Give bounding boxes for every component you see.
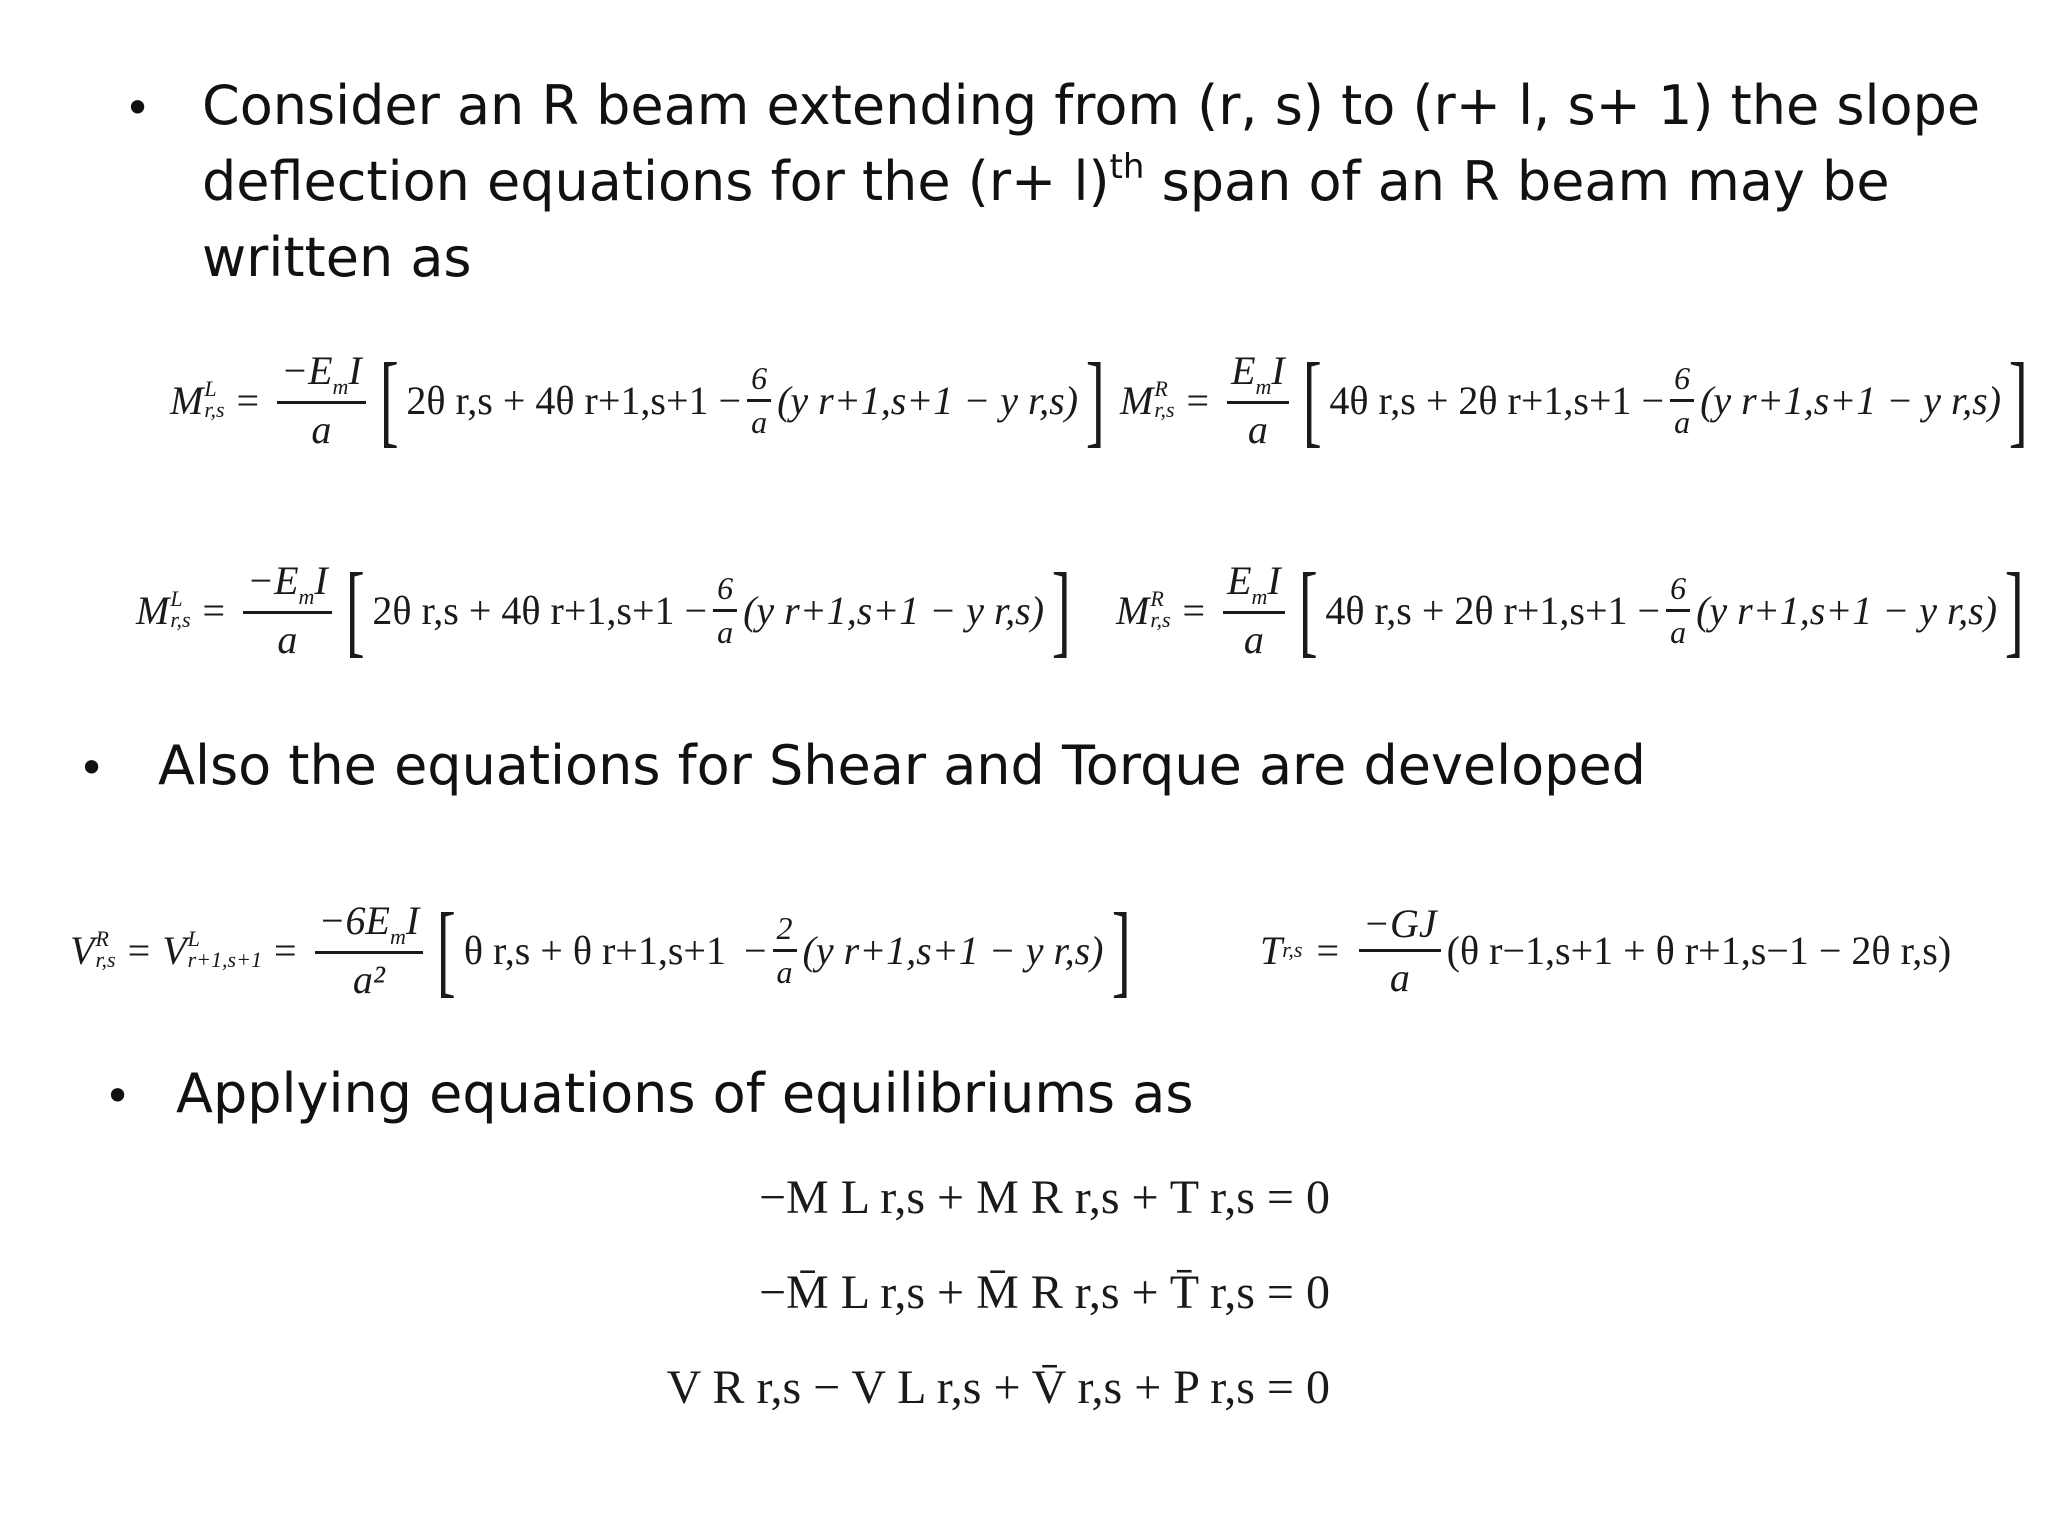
equilibrium-eq-1: −M L r,s + M R r,s + T r,s = 0 — [758, 1171, 1330, 1224]
mr-symbol: M — [1120, 377, 1154, 423]
v-sub: r,s — [95, 947, 116, 972]
ml-frac — [277, 347, 366, 454]
v-den: a² — [352, 957, 385, 1003]
mr2-sup: R — [1150, 586, 1164, 612]
v-mid-sub: r+1,s+1 — [187, 947, 262, 972]
ml2-sup: L — [170, 586, 183, 612]
ml-six: 6 — [747, 360, 771, 402]
bullet-2-text: Also the equations for Shear and Torque are developed — [158, 734, 1646, 797]
mr-six: 6 — [1670, 360, 1694, 402]
ml2-num-i: I — [314, 557, 328, 603]
bullet-1-line-1: Consider an R beam extending from (r, s) to (r+ l, s+ 1) the slope — [202, 74, 1981, 137]
ml-num-i: I — [348, 347, 362, 393]
ml2-num-sub: m — [298, 583, 315, 609]
mr-body: 4θ r,s + 2θ r+1,s+1 − — [1329, 377, 1665, 423]
mr2-ydiff: (y r+1,s+1 − y r,s) — [1696, 587, 1998, 633]
ml2-sub: r,s — [170, 607, 191, 632]
bullet-dot-2: • — [78, 741, 106, 795]
ml-six-den: a — [751, 403, 768, 440]
ml-sub: r,s — [204, 397, 225, 422]
bullet-1-line-2a: deflection equations for the (r+ l) — [202, 150, 1110, 213]
mr-num-i: I — [1271, 347, 1285, 393]
v-num: −6E — [318, 897, 390, 943]
mr2-body: 4θ r,s + 2θ r+1,s+1 − — [1325, 587, 1661, 633]
v-num-sub: m — [389, 923, 406, 949]
mr2-sub: r,s — [1150, 607, 1171, 632]
v-num-i: I — [405, 897, 420, 943]
bullet-dot-3: • — [104, 1069, 132, 1123]
mr-num-sub: m — [1255, 373, 1272, 399]
ml2-num: −E — [247, 557, 299, 603]
mr2-num-i: I — [1267, 557, 1281, 603]
t-num: −GJ — [1359, 900, 1441, 952]
v-ydiff: (y r+1,s+1 − y r,s) — [802, 927, 1104, 973]
v-symbol: V — [70, 927, 95, 973]
v-sup: R — [95, 926, 109, 952]
bullet-3-text: Applying equations of equilibriums as — [176, 1062, 1194, 1125]
mr2-symbol: M — [1116, 587, 1150, 633]
eq-shear: V R r,s = V L r+1,s+1 = $\frac{-6E_mI}{\text{a²}}$ [ θ r,s + θ r+1,s+1 − $\frac{2}{a}$ (y r+1,s+1 − y r,s) ] — [70, 892, 1131, 1007]
bullet-1-sup: th — [1109, 147, 1145, 187]
mr2-six: 6 — [1666, 570, 1690, 612]
mr-sup: R — [1154, 376, 1168, 402]
v-two: 2 — [773, 910, 797, 952]
mr-den: a — [1247, 407, 1268, 453]
ml-body: 2θ r,s + 4θ r+1,s+1 − — [406, 377, 742, 423]
v-mid-sup: L — [187, 926, 200, 952]
mr2-den: a — [1243, 617, 1264, 663]
ml2-ydiff: (y r+1,s+1 − y r,s) — [743, 587, 1045, 633]
ml-num-sub: m — [332, 373, 349, 399]
mr-sub: r,s — [1154, 397, 1175, 422]
ml-den: a — [311, 407, 332, 453]
bullet-1-line-2b: span of an R beam may be — [1144, 150, 1890, 213]
eq-ml-1: M L r,s = $\frac{-E_mI}{a}$ [ 2θ r,s + 4θ r+1,s+1 − $\frac{6}{a}$ (y r+1,s+1 − y r,s) ] — [170, 342, 1105, 457]
bullet-1-line-3: written as — [202, 226, 472, 289]
ml-num: −E — [281, 347, 333, 393]
t-den: a — [1389, 954, 1410, 1000]
mr-ydiff: (y r+1,s+1 − y r,s) — [1700, 377, 2002, 423]
t-body: (θ r−1,s+1 + θ r+1,s−1 − 2θ r,s) — [1446, 927, 1952, 973]
eq-mr-2: M R r,s = $\frac{E_mI}{a}$ [ 4θ r,s + 2θ r+1,s+1 − $\frac{6}{a}$ (y r+1,s+1 − y r,s) ] — [1116, 552, 2024, 667]
mr-num: E — [1231, 347, 1256, 393]
ml2-six: 6 — [713, 570, 737, 612]
eq-mr-1: M R r,s = $\frac{E_mI}{a}$ [ 4θ r,s + 2θ r+1,s+1 − $\frac{6}{a}$ (y r+1,s+1 − y r,s) ] — [1120, 342, 2028, 457]
mr2-six-den: a — [1670, 613, 1687, 650]
ml-symbol: M — [170, 377, 204, 423]
ml2-body: 2θ r,s + 4θ r+1,s+1 − — [372, 587, 708, 633]
eq-torque: T r,s = $\frac{-GJ}{a}$ (θ r−1,s+1 + θ r+1,s−1 − 2θ r,s) — [1260, 900, 1952, 1000]
equilibrium-eq-3: V R r,s − V L r,s + V̄ r,s + P r,s = 0 — [666, 1361, 1330, 1414]
mr-six-den: a — [1674, 403, 1691, 440]
mr2-num-sub: m — [1251, 583, 1268, 609]
ml2-six-den: a — [717, 613, 734, 650]
bullet-1-line-2 — [202, 144, 1890, 220]
bullet-dot-1: • — [124, 81, 152, 135]
v-two-den: a — [776, 953, 793, 990]
ml2-symbol: M — [136, 587, 170, 633]
mr2-num: E — [1227, 557, 1252, 603]
equilibrium-eq-2: −M̄ L r,s + M̄ R r,s + T̄ r,s = 0 — [758, 1266, 1330, 1319]
v-mid-symbol: V — [162, 927, 187, 973]
t-symbol: T — [1260, 927, 1283, 973]
t-sub: r,s — [1282, 937, 1303, 962]
ml-ydiff: (y r+1,s+1 − y r,s) — [777, 377, 1079, 423]
v-body: θ r,s + θ r+1,s+1 — [463, 927, 726, 973]
eq-ml-2: M L r,s = $\frac{-E_mI}{a}$ [ 2θ r,s + 4θ r+1,s+1 − $\frac{6}{a}$ (y r+1,s+1 − y r,s) ] — [136, 552, 1071, 667]
ml-sup: L — [204, 376, 217, 402]
ml2-den: a — [277, 617, 298, 663]
